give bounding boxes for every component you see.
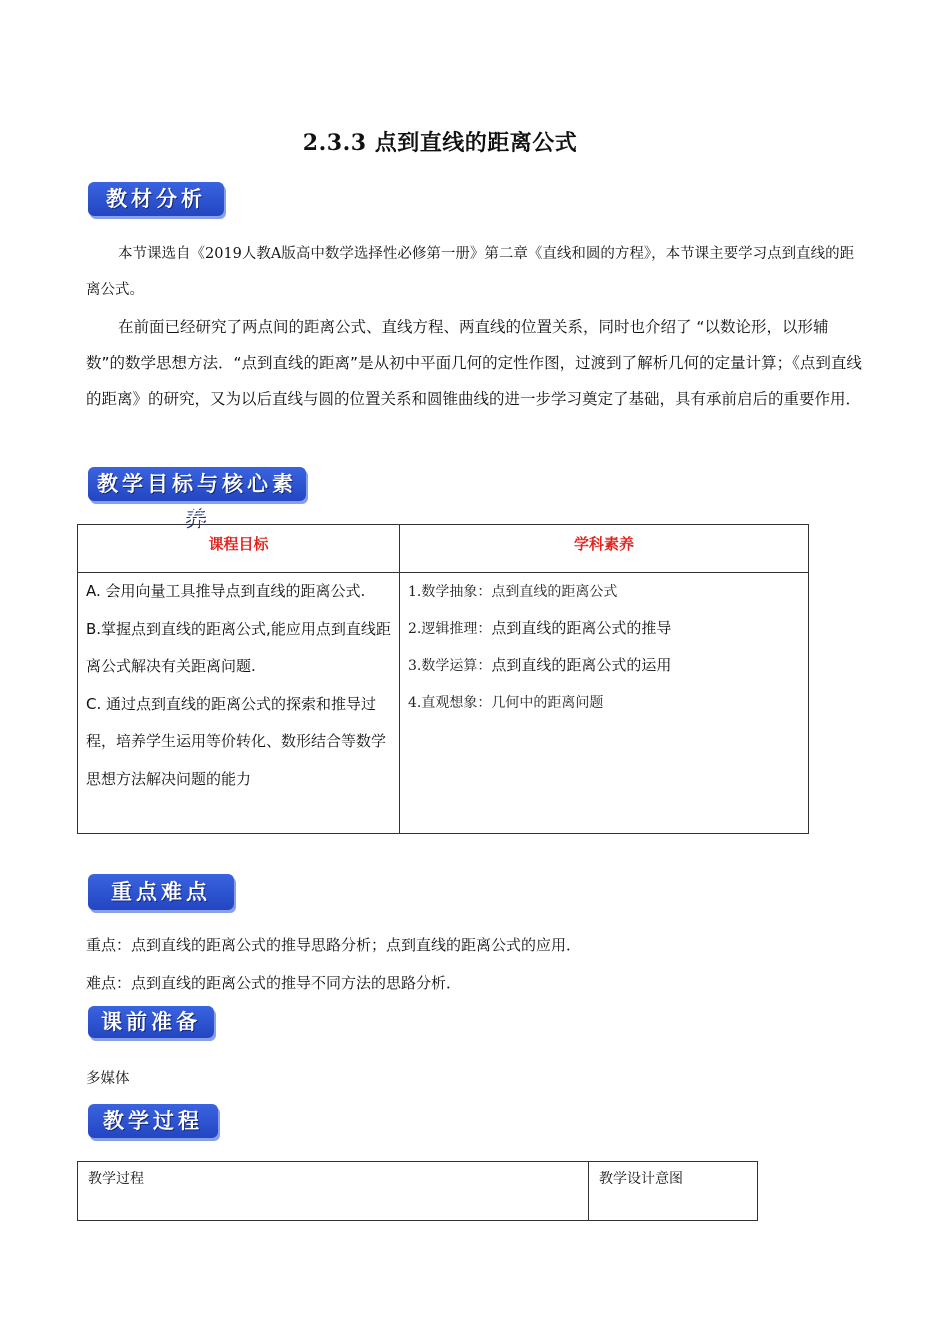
key-point-text: 重点：点到直线的距离公式的推导思路分析；点到直线的距离公式的应用． — [86, 936, 582, 954]
difficult-point-text: 难点：点到直线的距离公式的推导不同方法的思路分析． — [86, 974, 462, 992]
page-title: 2.3.3 点到直线的距离公式 — [302, 130, 578, 156]
goal-a: A. 会用向量工具推导点到直线的距离公式. — [86, 582, 366, 600]
analysis-paragraph-1: 本节课选自《2019人教A版高中数学选择性必修第一册》第二章《直线和圆的方程》，本节课主要学习点到直线的距离公式。 — [86, 246, 855, 298]
literacy-1: 1.数学抽象：点到直线的距离公式 — [408, 584, 618, 600]
section-badge-prep: 课前准备 — [88, 1006, 214, 1038]
goals-header-right: 学科素养 — [400, 525, 809, 573]
literacy-cell — [400, 573, 809, 834]
process-table — [77, 1161, 758, 1221]
process-header-right: 教学设计意图 — [589, 1162, 758, 1221]
prep-text: 多媒体 — [86, 1071, 130, 1087]
literacy-2: 2.逻辑推理：点到直线的距离公式的推导 — [408, 619, 672, 637]
section-badge-analysis: 教材分析 — [88, 182, 224, 216]
literacy-4: 4.直观想象：几何中的距离问题 — [408, 695, 604, 711]
analysis-paragraph-2: 在前面已经研究了两点间的距离公式、直线方程、两直线的位置关系，同时也介绍了 “以数论形，以形辅数”的数学思想方法．“点到直线的距离”是从初中平面几何的定性作图，过渡到了解析几何的定量计算；《点到直线的距离》的研究，又为以后直线与圆的位置关系和圆锥曲线的进一步学习奠定了基础，具有承前启后的重要作用． — [86, 318, 862, 408]
literacy-3: 3.数学运算：点到直线的距离公式的运用 — [408, 656, 672, 674]
section-badge-keypoints: 重点难点 — [88, 874, 234, 910]
course-goals-cell — [78, 573, 400, 834]
goals-header-left: 课程目标 — [78, 525, 400, 573]
section-badge-process: 教学过程 — [88, 1104, 218, 1138]
goal-c: C. 通过点到直线的距离公式的探索和推导过程，培养学生运用等价转化、数形结合等数学思想方法解决问题的能力 — [86, 694, 387, 788]
goal-b: B.掌握点到直线的距离公式,能应用点到直线距离公式解决有关距离问题. — [86, 619, 391, 675]
goals-table — [77, 524, 809, 834]
process-header-left: 教学过程 — [78, 1162, 589, 1221]
section-badge-goals: 教学目标与核心素养 — [88, 467, 306, 501]
